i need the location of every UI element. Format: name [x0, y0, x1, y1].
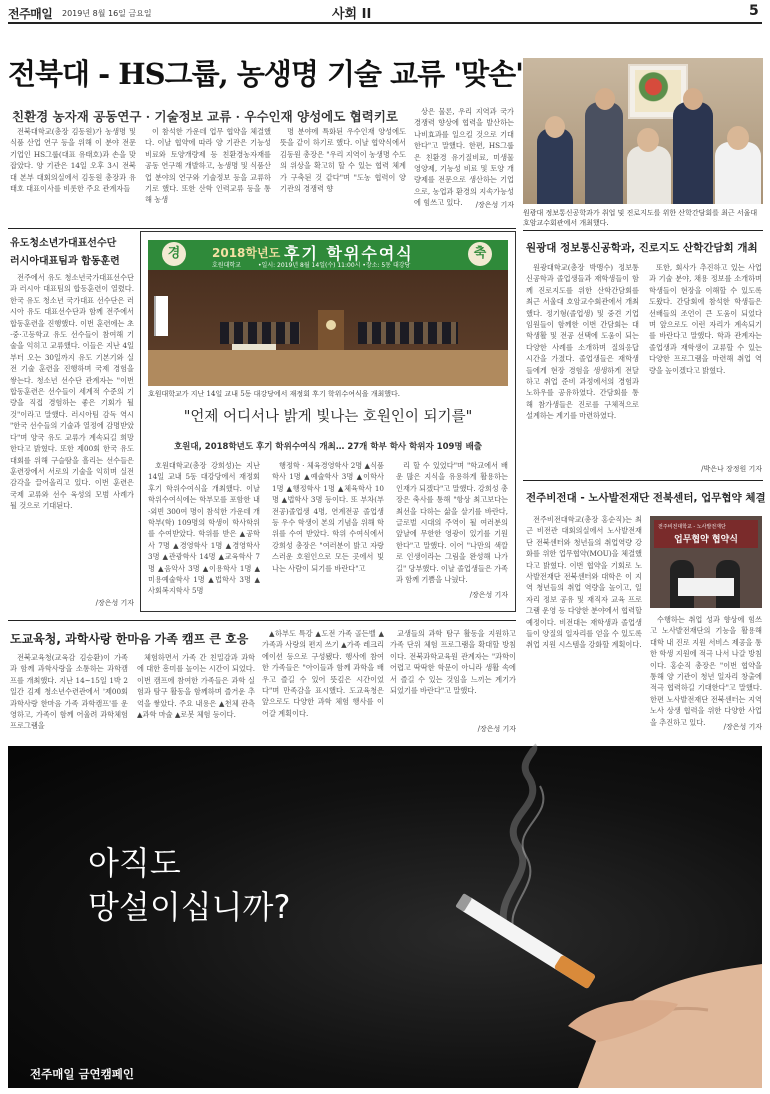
person-4 — [673, 102, 713, 204]
main-col-4: 상은 물론, 우리 지역과 국가 경쟁력 향상에 협력을 발산하는 나비효과를 일으킬 것으로 기대한다"고 말했다. 한편, HS그룹은 친환경 유기질비료, 미생물 영양제, 기능성 비료 및 토양 개량제를 전문으로 생산하는 기업으로, 농업과 환경의 지속가능성에 힘쓰고 있다. — [414, 107, 514, 208]
graduation-caption: 호원대학교가 지난 14일 교내 5동 대강당에서 재정회 후기 학위수여식을 개최했다. — [148, 390, 400, 398]
camp-col-2: 체험하면서 가족 간 친밀감과 과학에 대한 흥미를 높이는 시간이 되었다. 이번 캠프에 참여한 가족들은 과학 실험과 탐구 활동을 함께하며 즐거운 추억을 쌓았다. 주요 내용은 ▲천체 관측 ▲과학 마술 ▲로봇 체험 등이다. — [137, 653, 255, 720]
jeonju-photo — [650, 516, 762, 608]
graduation-col-3: 리 할 수 있었다"며 "학교에서 배운 많은 지식을 유용하게 활용하는 인재가 되겠다"고 말했다. 강희성 총장은 축사를 통해 "항상 최고보다는 최선을 다하는 삶을 살기를 바란다, 글로벌 시대의 주역이 될 여러분의 앞날에 무한한 영광이 있기를 기원한다"고 말했다. 이어 "나만의 색깔로 인생이라는 그림을 완성해 나가길" 당부했다. 이날 졸업생들은 가족과 함께 기쁨을 나눴다. — [396, 461, 508, 585]
youth-headline: 유도청소년가대표선수단 — [10, 238, 117, 249]
jeonju-banner-text: 업무협약 협약식 — [674, 535, 738, 545]
jeonju-byline: /장은성 기자 — [723, 723, 762, 731]
main-subhead: 친환경 농자재 공동연구 · 기술정보 교류 · 우수인재 양성에도 협력키로 — [12, 109, 398, 124]
youth-body: 전주에서 유도 청소년국가대표선수단과 러시아 대표팀의 합동훈련이 열렸다. 한국 유도 청소년 국가대표 선수단은 러시아 유도 대표선수단과 함께 전주에서 합동훈련을 진행했다. 이번 훈련에는 초·중·고등학교 유도 선수들이 참여해 기술을 익히고 교류했다. 이들은 지난 4일부터 오는 30일까지 유도 기본기와 실전 기술 훈련을 진행하며 국제 경험을 쌓는다. 청소년 선수단 관계자는 "이번 합동훈련은 선수들이 세계적 수준의 기량을 직접 경험하는 좋은 기회가 될 것"이라고 말했다. 러시아팀 감독 역시 "한국 선수들의 기술과 열정에 감명받았다"며 양국 유도 교류가 계속되길 희망한다고 밝혔다. 또한 제00회 한국 유도 대회를 위해 구슬땀을 흘리는 선수들은 훈련장에서 서로의 기술을 익히며 실전 감각을 끌어올리고 있다. 이번 훈련은 국제 교류와 선수 육성의 모범 사례가 될 것으로 기대된다. — [10, 273, 134, 511]
ad-headline-line-2: 망설이십니까? — [88, 888, 291, 926]
wonkwang-byline: /박은나 장정원 기자 — [701, 465, 762, 473]
main-headline: 전북대 - HS그룹, 농생명 기술 교류 '맞손' — [8, 57, 524, 91]
ad-footer: 전주매일 금연캠페인 — [30, 1067, 134, 1081]
rule-camp — [8, 620, 516, 621]
header-rule — [8, 22, 762, 24]
podium-emblem-icon — [326, 320, 336, 330]
main-byline: /장은성 기자 — [475, 201, 514, 209]
banner-year: 2018학년도 — [212, 246, 281, 260]
person-4-head — [683, 88, 703, 110]
wonkwang-col-2: 또한, 회사가 추진하고 있는 사업과 기술 분야, 채용 정보를 소개하며 학생들이 현장을 이해할 수 있도록 도왔다. 간담회에 참석한 학생들은 선배들의 조언이 큰 도움이 되었다며 앞으로도 이런 자리가 계속되기를 바란다고 말했다. 학과 관계자는 졸업생과 재학생이 교류할 수 있는 다양한 프로그램을 마련해 취업 역량을 높이겠다고 밝혔다. — [649, 263, 762, 375]
seal-left-icon: 경 — [162, 242, 186, 266]
flag-icon — [154, 296, 168, 336]
main-col-3: 명 분야에 특화된 우수인재 양성에도 뜻을 같이 하기로 했다. 이날 협약식에서 김동원 총장은 "우리 지역이 농생명 수도의 위상을 확고히 할 수 있는 협력 체계가 구축된 것 같다"며 "도농 협력이 양 기관의 경쟁력 향 — [280, 127, 406, 194]
jeonju-banner-top: 전주비전대학교 - 노사발전재단 — [658, 524, 726, 530]
camp-col-1: 전북교육청(교육감 김승환)이 가족과 함께 과학사랑을 소통하는 과학캠프를 개최했다. 지난 14~15일 1박 2일간 김제 청소년수련관에서 '제00회 과학사랑 한마음 가족 과학캠프'를 운영하고, 가족이 함께 어울려 과학체험 프로그램을 — [10, 653, 128, 731]
graduation-subhead: 호원대, 2018학년도 후기 학위수여식 개최… 27개 학부 학사 학위자 109명 배출 — [173, 442, 483, 452]
person-5 — [715, 142, 761, 204]
seal-right-icon: 축 — [468, 242, 492, 266]
graduation-col-1: 호원대학교(총장 강희성)는 지난 14일 교내 5동 대강당에서 재정회 후기 학위수여식을 개최했다. 이날 학위수여식에는 학부모를 포함한 내·외빈 300여 명이 참석한 가운데 개 학부(학) 109명의 학생이 학사학위를 수여받았다. 학위를 받은 ▲공학사 7명 ▲경영학사 1명 ▲경영학사 3명 ▲관광학사 14명 ▲교육학사 7명 ▲음악사 3명 ▲이용학사 1명 ▲미용예술학사 1명 ▲법학사 3명 ▲사회복지학사 5명 — [148, 461, 260, 596]
person-3-head — [637, 128, 659, 152]
masthead-paper: 전주매일 — [8, 7, 53, 21]
page-number: 5 — [749, 3, 759, 19]
rule-wonkwang — [523, 230, 763, 231]
rule-under-main — [8, 228, 516, 229]
wonkwang-headline: 원광대 정보통신공학과, 진로지도 산학간담회 개최 — [526, 242, 758, 254]
wonkwang-col-1: 원광대학교(총장 박맹수) 정보통신공학과 졸업생들과 재학생들이 함께 진로지도를 위한 산학간담회를 최근 서울대 호암교수회관에서 개최했다. 정기형(졸업생) 및 중견 기업 임원들이 함께한 이번 간담회는 대학생활 및 전공 선택에 도움이 되는 다양한 사례를 소개하며 질의응답 시간을 가졌다. 졸업생들은 재학생들에게 현장 경험을 생생하게 전달하고 취업 준비 과정에서의 경험과 노하우를 공유하였다. 간담회를 통해 참가생들은 진로를 구체적으로 설계하는 계기를 마련하였다. — [526, 263, 639, 421]
people-photo — [523, 58, 763, 204]
top-photo-caption: 원광대 정보통신공학과가 취업 및 진로지도를 위한 산학간담회를 최근 서울대 호암교수회관에서 개최했다. — [523, 209, 758, 227]
graduation-quote: "언제 어디서나 밝게 빛나는 호원인이 되기를" — [183, 409, 473, 425]
rule-jeonju — [523, 480, 763, 481]
anti-smoking-ad — [8, 746, 762, 1088]
jeonju-documents — [678, 578, 734, 596]
seated-guests-left — [220, 322, 300, 344]
graduation-byline: /장은성 기자 — [469, 591, 508, 599]
person-1-head — [545, 116, 565, 138]
person-1 — [537, 128, 573, 204]
masthead-date: 2019년 8월 16일 금요일 — [62, 9, 152, 18]
main-col-1: 전북대학교(총장 김동원)가 농생명 및 식품 산업 연구 등을 위해 이 분야 전문 기업인 HS그룹(대표 유태호)과 손을 맞잡았다. 양 기관은 14일 오후 3시 전북대 본부 대회의실에서 김동원 총장과 유태호 대표이사를 비롯한 주요 관계자들 — [10, 127, 136, 194]
youth-byline: /장은성 기자 — [95, 599, 134, 607]
main-col-2: 이 참석한 가운데 업무 협약을 체결했다. 이날 협약에 따라 양 기관은 기능성 비료와 토양개량제 등 친환경농자재를 공동 연구해 개발하고, 농생명 및 식품산업 분야의 연구와 기술정보 등을 교류하기로 했다. 또한 산학 인력교류 등을 통해 농생 — [145, 127, 271, 205]
jeonju-col-1: 전주비전대학교(총장 홍순직)는 최근 비전관 대회의실에서 노사발전재단 전북센터와 청년들의 취업역량 강화를 위한 업무협약(MOU)을 체결했다고 밝혔다. 이번 협약을 기회로 노사발전재단 전북센터와 대학은 이 지역 청년들의 취업 역량을 높이고, 일자리 정보 공유 및 재직자 교육 프로그램 운영 등 다양한 분야에서 협력할 예정이다. 비전대는 재학생과 졸업생들이 양질의 일자리를 얻을 수 있도록 취업 지원 시스템을 강화할 계획이다. — [526, 515, 642, 650]
camp-col-4: 교생들의 과학 탐구 활동을 지원하고 가족 단위 체험 프로그램을 확대할 방침이다. 전북과학교육원 관계자는 "과학이 어렵고 딱딱한 학문이 아니라 생활 속에서 즐길 수 있는 것임을 느끼는 계기가 되었기를 바란다"고 말했다. — [390, 629, 516, 696]
person-3 — [627, 146, 671, 204]
jeonju-col-2: 수행하는 취업 성과 향상에 힘쓰고 노사발전재단의 기능을 활용해 대학 내 진로 지원 서비스 제공을 통한 학생 지원에 적극 나서 나갈 방침이다. 홍순직 총장은 "이번 협약을 통해 양 기관이 청년 일자리 창출에 적극 협력하길 기대한다"고 말했다. 한편 노사발전재단 전북센터는 지역 노사 상생 협력을 위한 다양한 사업을 추진하고 있다. — [650, 615, 762, 727]
youth-subhead: 러시아대표팀과 합동훈련 — [10, 256, 120, 267]
jeonju-headline: 전주비전대 - 노사발전재단 전북센터, 업무협약 체결 — [526, 492, 766, 504]
person-2-head — [595, 88, 615, 110]
section-name: 사회 II — [332, 7, 372, 22]
camp-headline: 도교육청, 과학사랑 한마음 가족 캠프 큰 호응 — [10, 632, 249, 646]
banner-title: 후기 학위수여식 — [284, 244, 414, 263]
banner-info: •일시: 2019년 8월 14일(수) 11:00시 •장소: 5동 대강당 — [258, 262, 411, 269]
camp-col-3: ▲하부도 특강 ▲도전 가족 골든벨 ▲가족과 사랑의 편지 쓰기 ▲가족 레크리에이션 등으로 구성됐다. 행사에 참여한 가족들은 "아이들과 함께 과학을 배우고 즐길 수 있어 뜻깊은 시간이었다"며 만족감을 표시했다. 도교육청은 앞으로도 다양한 과학 체험 행사를 이어갈 계획이다. — [262, 629, 384, 718]
photo-decoration — [635, 70, 681, 112]
cigarette-hand-graphic — [448, 886, 762, 1088]
camp-byline: /장은성 기자 — [477, 725, 516, 733]
person-5-head — [727, 126, 749, 150]
person-2 — [585, 102, 623, 204]
seated-guests-right — [358, 322, 458, 344]
podium — [318, 310, 344, 350]
ad-headline-line-1: 아직도 — [88, 844, 181, 882]
graduation-col-2: 행정학 · 체육경영학사 2명 ▲식품학사 1명 ▲예술학사 3명 ▲이학사 1명 ▲행정학사 1명 ▲체육학사 10명 ▲법학사 3명 등이다. 또 부차(부전공)졸업생 4명, 연계전공 졸업생 등 우수 학생이 본의 기념을 위해 학위를 수여 받았다. 학위 수여식에서 강희성 총장은 "여러분이 밝고 자랑스러운 호원인으로 모든 곳에서 빛나는 사람이 되기를 바란다"고 — [272, 461, 384, 573]
banner-univ: 호원대학교 — [212, 262, 241, 269]
stage-floor — [148, 350, 508, 386]
graduation-photo — [148, 240, 508, 386]
